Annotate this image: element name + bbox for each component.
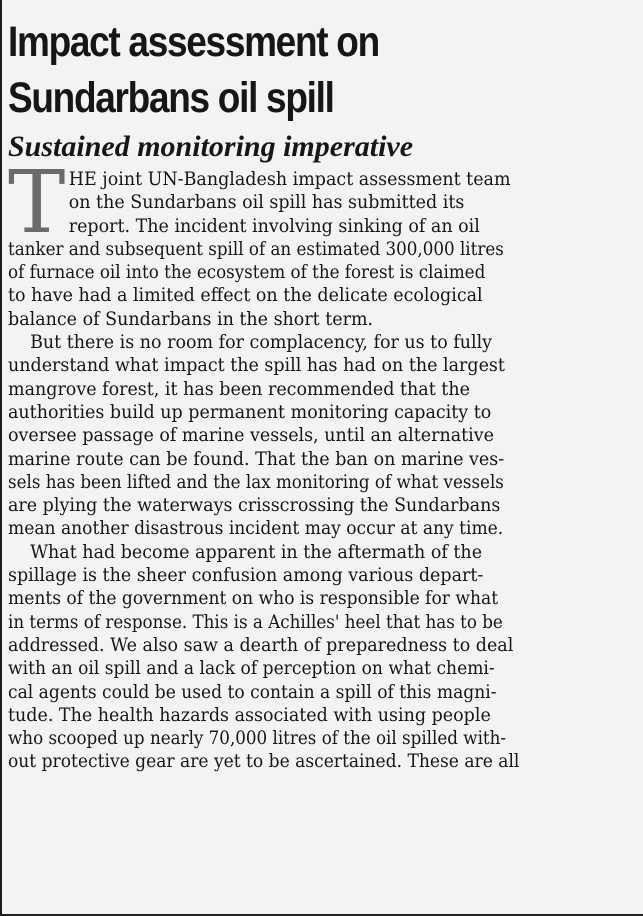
article-line: understand what impact the spill has had on the largest [8, 354, 505, 377]
article-line: report. The incident involving sinking of an oil [68, 214, 480, 237]
article-line: on the Sundarbans oil spill has submitted its [68, 191, 465, 214]
article-line: are plying the waterways crisscrossing the Sundarbans [8, 494, 501, 517]
article-line: But there is no room for complacency, for us to fully [30, 331, 493, 354]
article-line: mean another disastrous incident may occur at any time. [8, 517, 504, 540]
article-body [8, 153, 623, 774]
article-line: spillage is the sheer confusion among various depart- [8, 564, 484, 587]
article-line: who scooped up nearly 70,000 litres of the oil spilled with- [8, 727, 507, 750]
article-line: sels has been lifted and the lax monitoring of what vessels [8, 470, 504, 493]
article-line: tanker and subsequent spill of an estimated 300,000 litres [8, 237, 504, 260]
article-line: out protective gear are yet to be ascertained. These are all [8, 750, 520, 773]
article-line: mangrove forest, it has been recommended that the [8, 377, 470, 400]
headline-line-2: Sundarbans oil spill [8, 74, 334, 122]
article-line: What had become apparent in the aftermath of the [30, 540, 483, 563]
clipping-left-edge [0, 0, 2, 916]
article-line: in terms of response. This is a Achilles' heel that has to be [8, 610, 503, 633]
article-line: with an oil spill and a lack of perception on what chemi- [8, 657, 495, 680]
article-line: balance of Sundarbans in the short term. [8, 307, 374, 330]
article-line: authorities build up permanent monitoring capacity to [8, 400, 492, 423]
article-line: marine route can be found. That the ban on marine ves- [8, 447, 505, 470]
article-line: of furnace oil into the ecosystem of the forest is claimed [8, 261, 486, 284]
drop-cap: T [8, 153, 66, 253]
article-line: cal agents could be used to contain a spill of this magni- [8, 680, 497, 703]
article-line: oversee passage of marine vessels, until an alternative [8, 424, 494, 447]
subheadline: Sustained monitoring imperative [8, 130, 414, 163]
article-line: addressed. We also saw a dearth of preparedness to deal [8, 633, 514, 656]
headline [8, 14, 623, 126]
article-line: ments of the government on who is responsible for what [8, 587, 499, 610]
article-line: tude. The health hazards associated with using people [8, 703, 491, 726]
article-line: to have had a limited effect on the delicate ecological [8, 284, 483, 307]
article-line: HE joint UN-Bangladesh impact assessment team [68, 168, 511, 190]
headline-line-1: Impact assessment on [8, 18, 379, 66]
